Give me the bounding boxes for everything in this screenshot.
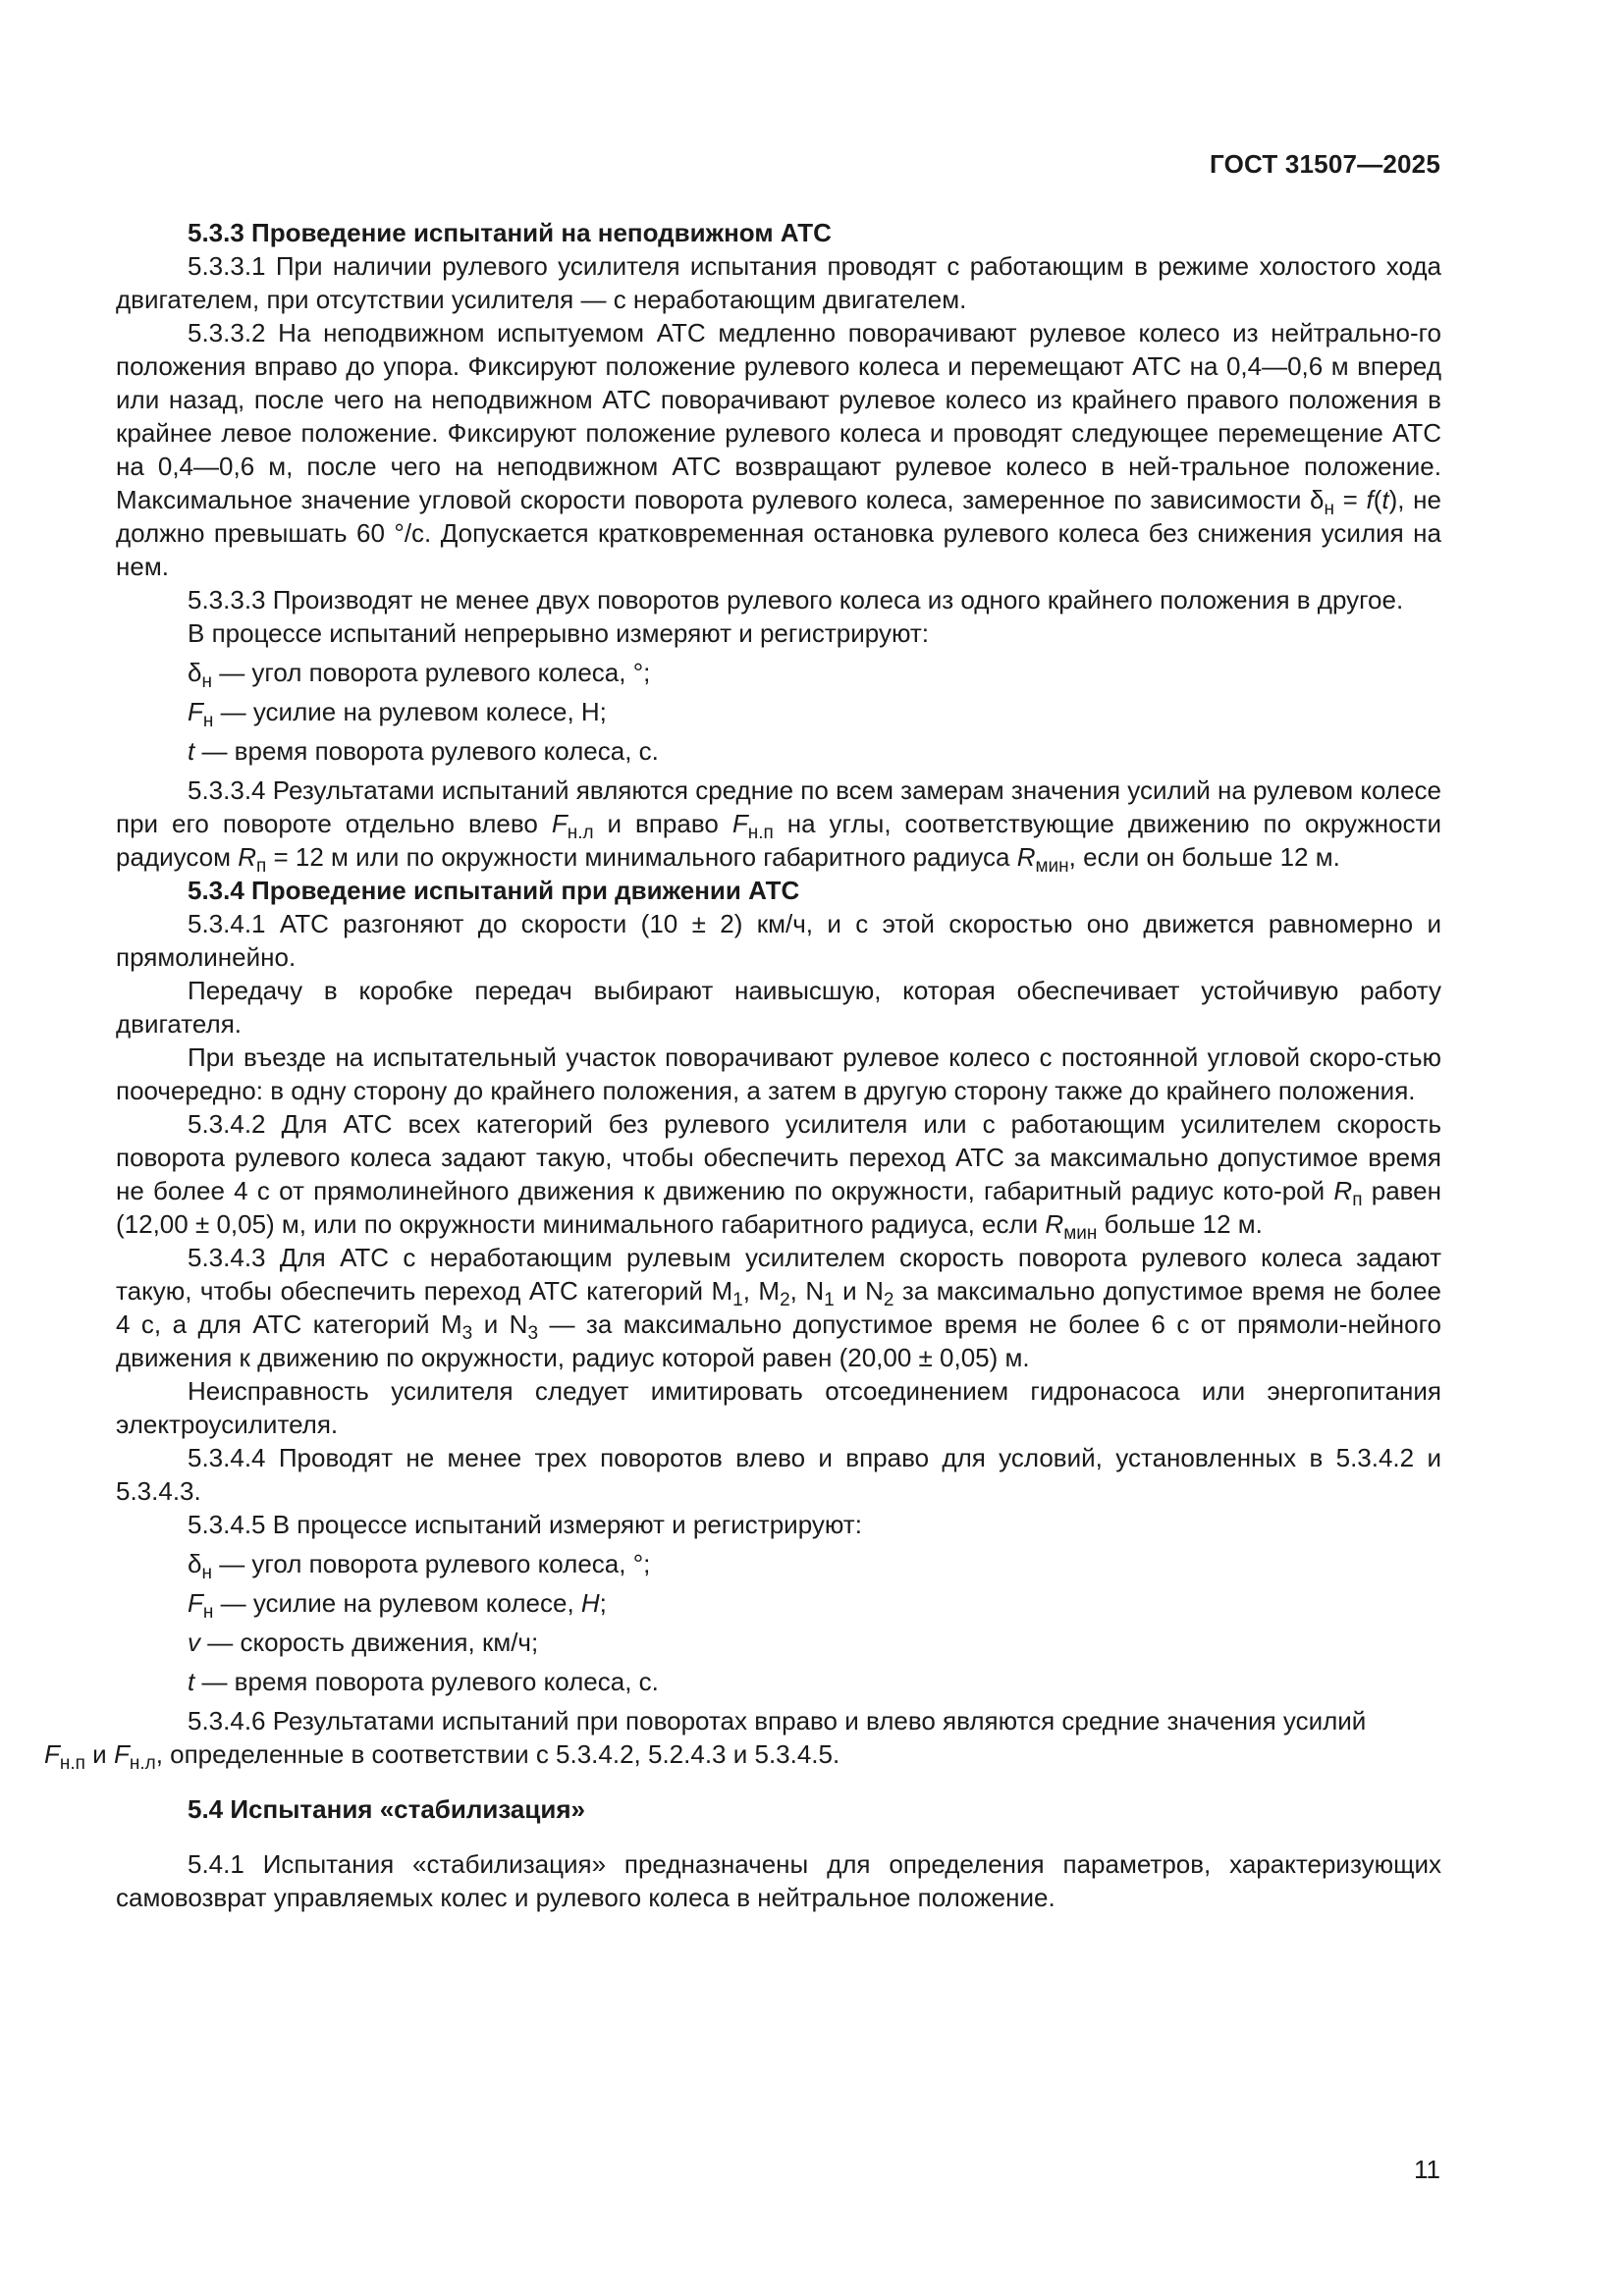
paragraph-5-3-4-6: 5.3.4.6 Результатами испытаний при поворотах вправо и влево являются средние значения усилий $F_{н.п}$ и $F_{н.л}$, определенные в соответствии с 5.3.4.2, 5.2.4.3 и 5.3.4.5. <box>44 1706 1367 1774</box>
paragraph-5-3-3-1: 5.3.3.1 При наличии рулевого усилителя испытания проводят с работающим в режиме холостого хода двигателем, при отсутствии усилителя — с неработающим двигателем. <box>116 251 1441 314</box>
page-number: 11 <box>1414 2155 1440 2184</box>
list-item-time-2: t — время поворота рулевого колеса, с. <box>188 1667 659 1696</box>
paragraph-fault: Неисправность усилителя следует имитировать отсоединением гидронасоса или энергопитания электроусилителя. <box>116 1376 1441 1439</box>
document-header: ГОСТ 31507—2025 <box>1210 149 1440 179</box>
list-item-force-2: $F_н$ — усилие на рулевом колесе, Н; <box>188 1588 607 1623</box>
document-body <box>44 216 1441 1914</box>
paragraph-5-3-4-3: 5.3.4.3 Для АТС с неработающим рулевым усилителем скорость поворота рулевого колеса задают такую, чтобы обеспечить переход АТС категорий $M_1$, $M_2$, $N_1$ и $N_2$ за максимально допустимое время не более 4 с, а для АТС категорий $M_3$ и $N_3$ — за максимально допустимое время не более 6 с от прямоли-нейного движения к движению по окружности, радиус которой равен (20,00 ± 0,05) м. <box>116 1243 1441 1372</box>
paragraph-5-3-4-1: 5.3.4.1 АТС разгоняют до скорости (10 ± 2) км/ч, и с этой скоростью оно движется равномерно и прямолинейно. <box>116 909 1441 972</box>
paragraph-5-3-4-5: 5.3.4.5 В процессе испытаний измеряют и регистрируют: <box>188 1510 862 1539</box>
paragraph-5-3-4-4: 5.3.4.4 Проводят не менее трех поворотов влево и вправо для условий, установленных в 5.3.4.2 и 5.3.4.3. <box>116 1443 1441 1506</box>
paragraph-measure-intro: В процессе испытаний непрерывно измеряют и регистрируют: <box>188 618 930 648</box>
paragraph-5-3-3-4: 5.3.3.4 Результатами испытаний являются средние по всем замерам значения усилий на рулевом колесе при его повороте отдельно влево $F_{н.л}$ и вправо $F_{н.п}$ на углы, соответствующие движению по окружности радиусом $R_п = 12$ м или по окружности минимального габаритного радиуса $R_{мин}$, если он больше 12 м. <box>116 775 1441 877</box>
section-heading-5-3-3: 5.3.3 Проведение испытаний на неподвижном АТС <box>188 218 832 247</box>
paragraph-5-4-1: 5.4.1 Испытания «стабилизация» предназначены для определения параметров, характеризующих самовозврат управляемых колес и рулевого колеса в нейтральное положение. <box>116 1849 1441 1912</box>
paragraph-5-3-4-2: 5.3.4.2 Для АТС всех категорий без рулевого усилителя или с работающим усилителем скорость поворота рулевого колеса задают такую, чтобы обеспечить переход АТС за максимально допустимое время не более 4 с от прямолинейного движения к движению по окружности, габаритный радиус кото-рой $R_п$ равен (12,00 ± 0,05) м, или по окружности минимального габаритного радиуса, если $R_{мин}$ больше 12 м. <box>116 1109 1441 1244</box>
paragraph-5-3-3-2: 5.3.3.2 На неподвижном испытуемом АТС медленно поворачивают рулевое колесо из нейтрально-го положения вправо до упора. Фиксируют положение рулевого колеса и перемещают АТС на 0,4—0,6 м вперед или назад, после чего на неподвижном АТС поворачивают рулевое колесо из крайнего правого положения в крайнее левое положение. Фиксируют положение рулевого колеса и проводят следующее перемещение АТС на 0,4—0,6 м, после чего на неподвижном АТС возвращают рулевое колесо в ней-тральное положение. Максимальное значение угловой скорости поворота рулевого колеса, замеренное по зависимости $\delta_н = f(t)$, не должно превышать 60 °/с. Допускается кратковременная остановка рулевого колеса без снижения усилия на нем. <box>116 318 1441 581</box>
section-heading-5-4: 5.4 Испытания «стабилизация» <box>188 1794 585 1824</box>
paragraph-entry: При въезде на испытательный участок поворачивают рулевое колесо с постоянной угловой скоро-стью поочередно: в одну сторону до крайнего положения, а затем в другую сторону также до крайнего положения. <box>116 1042 1441 1105</box>
section-heading-5-3-4: 5.3.4 Проведение испытаний при движении АТС <box>188 876 800 905</box>
list-item-time: t — время поворота рулевого колеса, с. <box>188 736 659 766</box>
paragraph-gear: Передачу в коробке передач выбирают наивысшую, которая обеспечивает устойчивую работу двигателя. <box>116 976 1441 1039</box>
paragraph-5-3-3-3: 5.3.3.3 Производят не менее двух поворотов рулевого колеса из одного крайнего положения в другое. <box>188 585 1404 614</box>
list-item-angle-2: $\delta_н$ — угол поворота рулевого колеса, °; <box>188 1549 651 1583</box>
list-item-force: $F_н$ — усилие на рулевом колесе, Н; <box>188 697 607 731</box>
list-item-angle: $\delta_н$ — угол поворота рулевого колеса, °; <box>188 658 651 692</box>
list-item-speed: v — скорость движения, км/ч; <box>188 1628 539 1657</box>
